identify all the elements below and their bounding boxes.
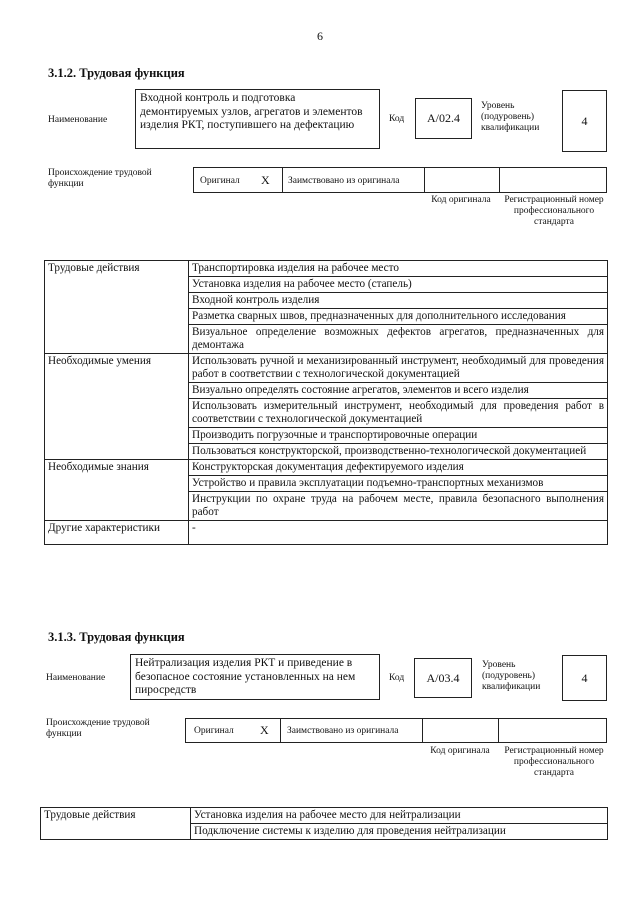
orig-code-caption: Код оригинала — [430, 746, 490, 756]
item-cell: Установка изделия на рабочее место (стапель) — [189, 277, 608, 293]
table-row — [41, 808, 608, 824]
item-cell: Производить погрузочные и транспортировочные операции — [189, 428, 608, 444]
function-name-text: Нейтрализация изделия РКТ и приведение в безопасное состояние установленных на нем пиросредств — [135, 657, 356, 696]
category-cell: Трудовые действия — [41, 808, 191, 840]
code-value: А/03.4 — [426, 670, 460, 685]
borrowed-label: Заимствовано из оригинала — [287, 726, 399, 736]
item-cell: Использовать ручной и механизированный инструмент, необходимый для проведения работ в соответствии с технологической документацией — [189, 354, 608, 383]
item-cell: Транспортировка изделия на рабочее место — [189, 261, 608, 277]
level-label: Уровень (подуровень) квалификации — [482, 660, 541, 692]
category-cell: Трудовые действия — [45, 261, 189, 354]
table-row — [45, 521, 608, 545]
item-cell: Разметка сварных швов, предназначенных для дополнительного исследования — [189, 309, 608, 325]
divider — [498, 719, 499, 742]
table-row — [45, 460, 608, 476]
section-heading: 3.1.3. Трудовая функция — [48, 630, 185, 644]
item-cell: Конструкторская документация дефектируемого изделия — [189, 460, 608, 476]
item-cell: Входной контроль изделия — [189, 293, 608, 309]
item-cell: Подключение системы к изделию для проведения нейтрализации — [191, 824, 608, 840]
original-mark: X — [261, 173, 270, 187]
reg-num-caption: Регистрационный номер профессионального стандарта — [504, 746, 604, 778]
level-label: Уровень (подуровень) квалификации — [481, 101, 540, 133]
divider — [282, 168, 283, 192]
name-label: Наименование — [48, 115, 108, 125]
divider — [499, 168, 500, 192]
code-box — [415, 98, 472, 139]
borrowed-label: Заимствовано из оригинала — [288, 176, 400, 186]
category-cell: Другие характеристики — [45, 521, 189, 545]
reg-num-caption: Регистрационный номер профессионального стандарта — [504, 195, 604, 227]
item-cell: Визуально определять состояние агрегатов, элементов и всего изделия — [189, 383, 608, 399]
origin-label: Происхождение трудовой функции — [46, 718, 150, 739]
level-value: 4 — [581, 670, 588, 685]
item-cell: Пользоваться конструкторской, производственно-технологической документацией — [189, 444, 608, 460]
divider — [280, 719, 281, 742]
code-label: Код — [389, 114, 405, 124]
function-name-box — [130, 654, 380, 700]
level-box — [562, 655, 607, 701]
item-cell: Установка изделия на рабочее место для нейтрализации — [191, 808, 608, 824]
labor-table — [40, 807, 608, 840]
code-label: Код — [389, 673, 405, 683]
origin-label: Происхождение трудовой функции — [48, 168, 152, 189]
item-cell: Устройство и правила эксплуатации подъемно-транспортных механизмов — [189, 476, 608, 492]
table-row — [45, 354, 608, 383]
code-value: А/02.4 — [427, 111, 460, 125]
item-cell: - — [189, 521, 608, 545]
origin-row — [193, 167, 607, 193]
item-cell: Использовать измерительный инструмент, необходимый для проведения работ в соответствии с технологической документацией — [189, 399, 608, 428]
level-box — [562, 90, 607, 152]
category-cell: Необходимые умения — [45, 354, 189, 460]
item-cell: Инструкции по охране труда на рабочем месте, правила безопасного выполнения работ — [189, 492, 608, 521]
table-row — [45, 261, 608, 277]
page-number: 6 — [317, 29, 323, 43]
function-name-box — [135, 89, 380, 149]
orig-code-caption: Код оригинала — [431, 195, 491, 205]
original-label: Оригинал — [200, 176, 240, 186]
original-label: Оригинал — [194, 726, 234, 736]
divider — [422, 719, 423, 742]
level-value: 4 — [581, 113, 588, 128]
item-cell: Визуальное определение возможных дефектов агрегатов, предназначенных для демонтажа — [189, 325, 608, 354]
divider — [424, 168, 425, 192]
section-heading: 3.1.2. Трудовая функция — [48, 66, 185, 80]
labor-table — [44, 260, 608, 545]
function-name-text: Входной контроль и подготовка демонтируемых узлов, агрегатов и элементов изделия РКТ, поступившего на дефектацию — [140, 92, 363, 131]
original-mark: X — [260, 723, 269, 737]
origin-row — [185, 718, 607, 743]
code-box — [414, 658, 472, 698]
name-label: Наименование — [46, 673, 106, 683]
category-cell: Необходимые знания — [45, 460, 189, 521]
